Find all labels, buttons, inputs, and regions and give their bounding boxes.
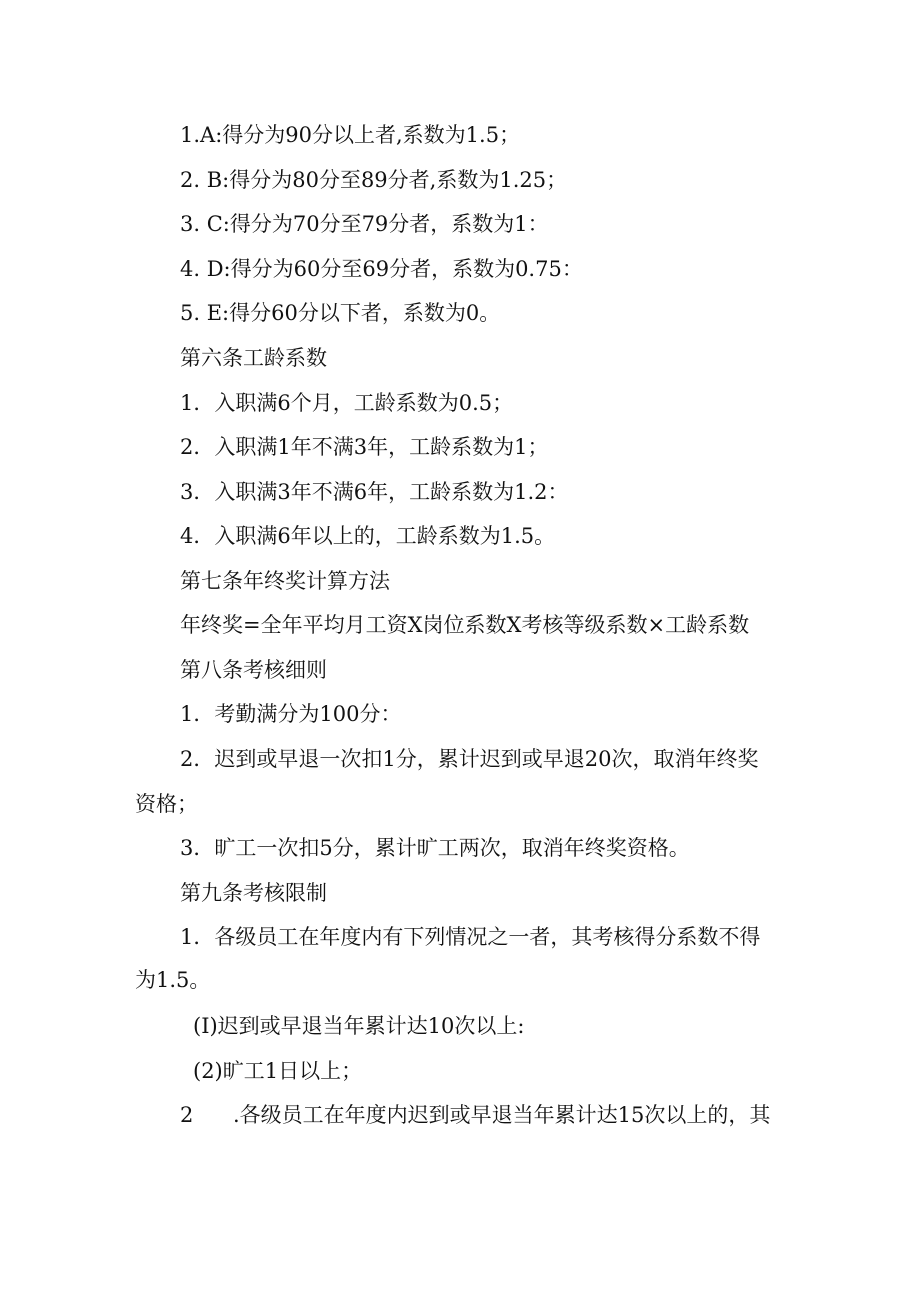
seniority-item-2: 2．入职满1年不满3年，工龄系数为1；	[180, 435, 549, 459]
grade-a-line: 1.A:得分为90分以上者,系数为1.5；	[180, 123, 521, 147]
grade-d-line: 4. D:得分为60分至69分者，系数为0.75：	[180, 257, 583, 281]
grade-e-line: 5. E:得分60分以下者，系数为0。	[180, 301, 501, 325]
grade-b-line: 2. B:得分为80分至89分者,系数为1.25；	[180, 168, 568, 192]
grade-c-line: 3. C:得分为70分至79分者，系数为1：	[180, 212, 549, 236]
seniority-item-3: 3．入职满3年不满6年，工龄系数为1.2：	[180, 480, 569, 504]
article-7-heading: 第七条年终奖计算方法	[180, 569, 390, 593]
rule-item-3: 3．旷工一次扣5分，累计旷工两次，取消年终奖资格。	[180, 836, 690, 860]
rule-item-2: 2．迟到或早退一次扣1分，累计迟到或早退20次，取消年终奖	[180, 747, 759, 771]
limit-item-2-text: .各级员工在年度内迟到或早退当年累计达15次以上的，其	[233, 1103, 771, 1127]
article-8-heading: 第八条考核细则	[180, 658, 327, 682]
article-6-heading: 第六条工龄系数	[180, 346, 327, 370]
seniority-item-1: 1．入职满6个月，工龄系数为0.5；	[180, 391, 514, 415]
rule-item-1: 1．考勤满分为100分：	[180, 702, 402, 726]
rule-item-2-continued: 资格；	[135, 792, 198, 816]
limit-item-2-number: 2	[180, 1103, 194, 1127]
bonus-formula: 年终奖=全年平均月工资X岗位系数X考核等级系数×工龄系数	[180, 613, 750, 637]
limit-item-1: 1．各级员工在年度内有下列情况之一者，其考核得分系数不得	[180, 925, 761, 949]
article-9-heading: 第九条考核限制	[180, 881, 327, 905]
limit-sub-item-2: (2)旷工1日以上；	[193, 1059, 363, 1083]
limit-sub-item-1: (I)迟到或早退当年累计达10次以上:	[193, 1014, 525, 1038]
limit-item-1-continued: 为1.5。	[135, 968, 211, 992]
seniority-item-4: 4．入职满6年以上的，工龄系数为1.5。	[180, 524, 556, 548]
